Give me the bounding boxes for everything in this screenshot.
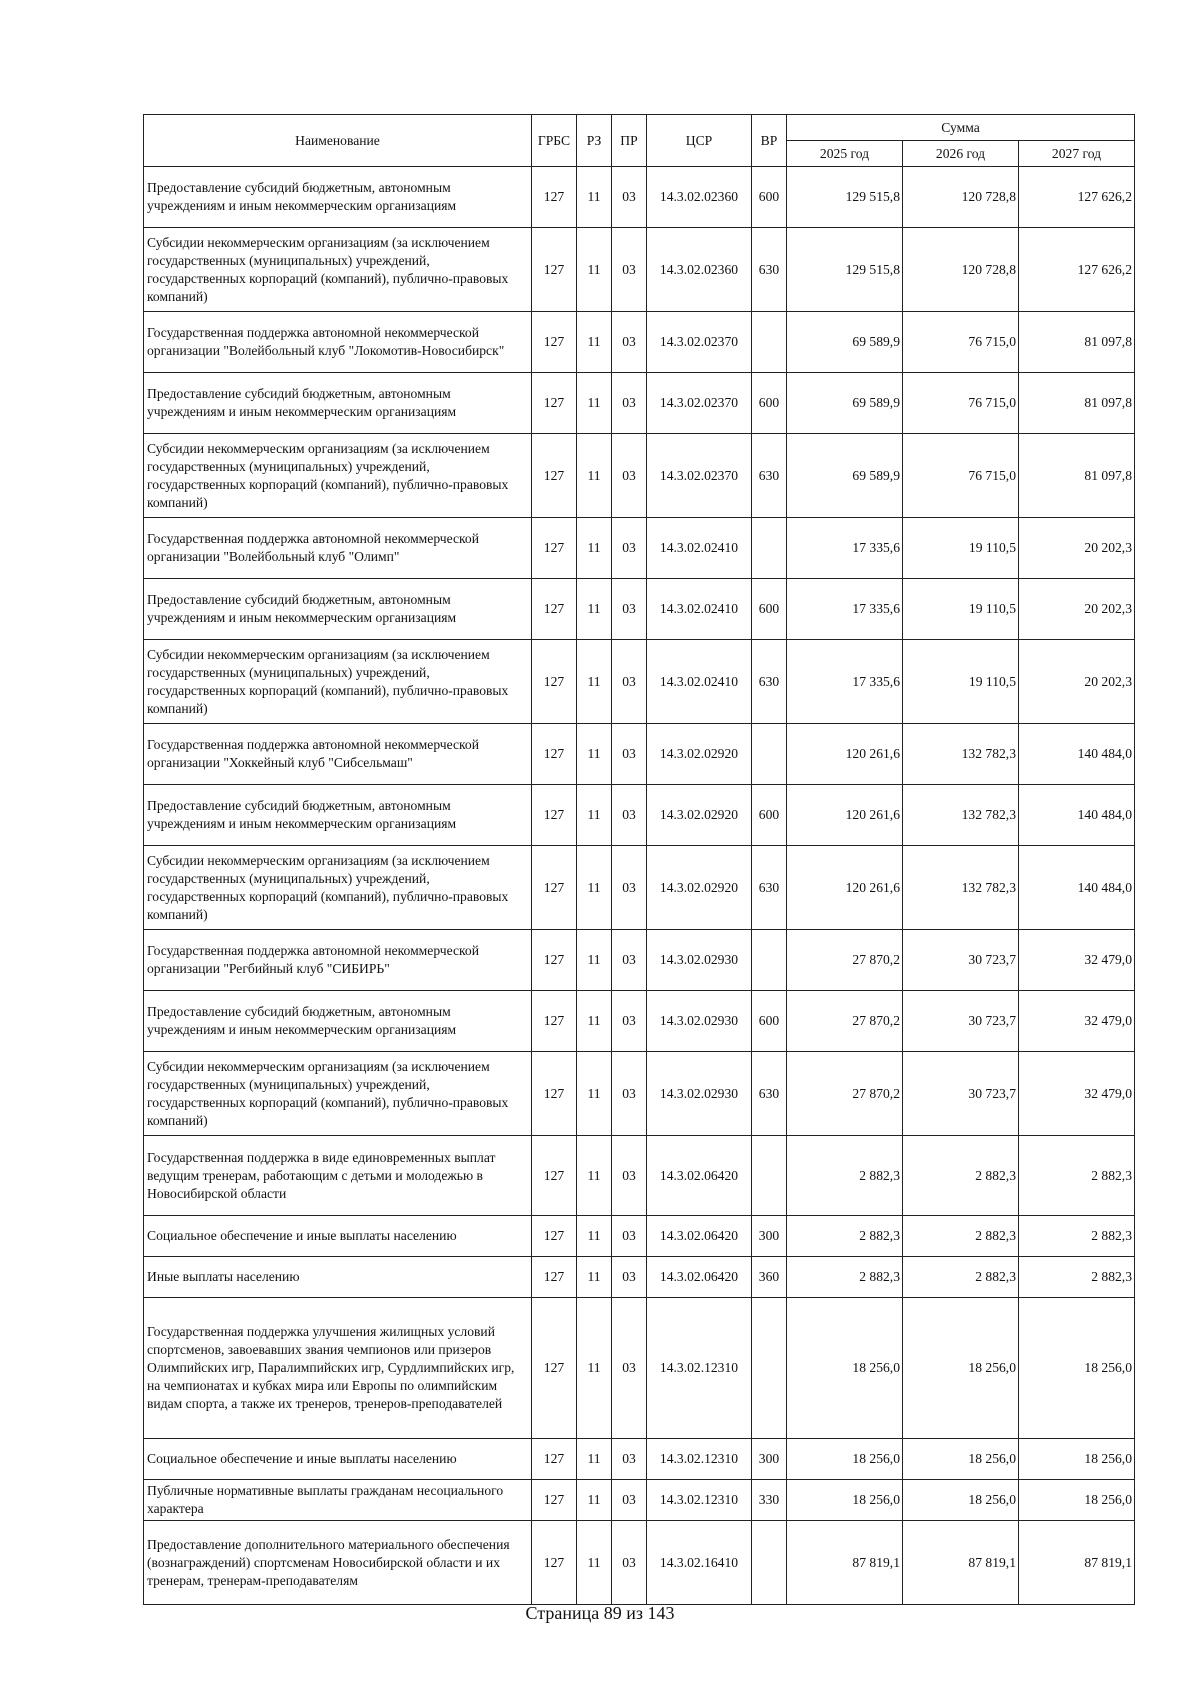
row-rz: 11 <box>577 1216 612 1257</box>
row-pr: 03 <box>612 434 647 518</box>
row-rz: 11 <box>577 167 612 228</box>
table-row <box>144 1521 1135 1605</box>
row-pr: 03 <box>612 724 647 785</box>
row-csr: 14.3.02.02920 <box>647 724 752 785</box>
table-row <box>144 312 1135 373</box>
table-body <box>144 167 1135 1605</box>
row-pr: 03 <box>612 1052 647 1136</box>
row-name: Государственная поддержка автономной некоммерческой организации "Хоккейный клуб "Сибсельмаш" <box>144 724 532 785</box>
row-sum-2026: 18 256,0 <box>903 1480 1019 1521</box>
table-row <box>144 1216 1135 1257</box>
table-row <box>144 1298 1135 1439</box>
table-row <box>144 1052 1135 1136</box>
table-row <box>144 167 1135 228</box>
row-pr: 03 <box>612 518 647 579</box>
row-csr: 14.3.02.06420 <box>647 1257 752 1298</box>
table-row <box>144 991 1135 1052</box>
row-vr: 300 <box>752 1216 787 1257</box>
row-rz: 11 <box>577 434 612 518</box>
header-pr: ПР <box>612 115 647 167</box>
row-sum-2027: 140 484,0 <box>1019 846 1135 930</box>
table-row <box>144 579 1135 640</box>
row-sum-2027: 20 202,3 <box>1019 518 1135 579</box>
row-sum-2026: 87 819,1 <box>903 1521 1019 1605</box>
row-grbs: 127 <box>532 785 577 846</box>
row-name: Предоставление дополнительного материального обеспечения (вознаграждений) спортсменам Новосибирской области и их тренерам, тренерам-преподавателям <box>144 1521 532 1605</box>
row-name: Предоставление субсидий бюджетным, автономным учреждениям и иным некоммерческим организациям <box>144 991 532 1052</box>
row-sum-2025: 27 870,2 <box>787 1052 903 1136</box>
row-csr: 14.3.02.12310 <box>647 1439 752 1480</box>
row-sum-2027: 140 484,0 <box>1019 724 1135 785</box>
row-sum-2025: 27 870,2 <box>787 930 903 991</box>
row-sum-2027: 140 484,0 <box>1019 785 1135 846</box>
row-sum-2027: 81 097,8 <box>1019 373 1135 434</box>
row-sum-2027: 81 097,8 <box>1019 312 1135 373</box>
row-sum-2025: 18 256,0 <box>787 1439 903 1480</box>
row-csr: 14.3.02.02370 <box>647 312 752 373</box>
row-grbs: 127 <box>532 1136 577 1216</box>
row-sum-2025: 120 261,6 <box>787 846 903 930</box>
row-grbs: 127 <box>532 846 577 930</box>
table-row <box>144 1257 1135 1298</box>
header-vr: ВР <box>752 115 787 167</box>
row-vr: 600 <box>752 785 787 846</box>
row-rz: 11 <box>577 930 612 991</box>
row-grbs: 127 <box>532 1521 577 1605</box>
row-vr: 630 <box>752 228 787 312</box>
row-sum-2025: 129 515,8 <box>787 167 903 228</box>
row-sum-2026: 19 110,5 <box>903 640 1019 724</box>
row-rz: 11 <box>577 846 612 930</box>
row-pr: 03 <box>612 785 647 846</box>
row-sum-2027: 32 479,0 <box>1019 991 1135 1052</box>
row-csr: 14.3.02.02920 <box>647 785 752 846</box>
table-row <box>144 228 1135 312</box>
row-grbs: 127 <box>532 1480 577 1521</box>
row-vr <box>752 1136 787 1216</box>
row-csr: 14.3.02.02920 <box>647 846 752 930</box>
row-name: Публичные нормативные выплаты гражданам несоциального характера <box>144 1480 532 1521</box>
row-pr: 03 <box>612 373 647 434</box>
row-vr: 600 <box>752 991 787 1052</box>
row-pr: 03 <box>612 312 647 373</box>
row-rz: 11 <box>577 1257 612 1298</box>
row-vr: 600 <box>752 167 787 228</box>
row-sum-2025: 2 882,3 <box>787 1216 903 1257</box>
row-csr: 14.3.02.02360 <box>647 167 752 228</box>
row-rz: 11 <box>577 1439 612 1480</box>
table-row <box>144 1439 1135 1480</box>
row-name: Социальное обеспечение и иные выплаты населению <box>144 1439 532 1480</box>
row-rz: 11 <box>577 1052 612 1136</box>
row-sum-2026: 18 256,0 <box>903 1439 1019 1480</box>
row-name: Государственная поддержка автономной некоммерческой организации "Волейбольный клуб "Олимп" <box>144 518 532 579</box>
table-row <box>144 640 1135 724</box>
row-sum-2025: 18 256,0 <box>787 1298 903 1439</box>
table-row <box>144 724 1135 785</box>
row-rz: 11 <box>577 228 612 312</box>
row-sum-2026: 120 728,8 <box>903 228 1019 312</box>
row-vr <box>752 312 787 373</box>
row-sum-2025: 27 870,2 <box>787 991 903 1052</box>
row-sum-2026: 132 782,3 <box>903 785 1019 846</box>
row-rz: 11 <box>577 640 612 724</box>
row-sum-2025: 2 882,3 <box>787 1136 903 1216</box>
row-pr: 03 <box>612 846 647 930</box>
row-pr: 03 <box>612 640 647 724</box>
row-name: Государственная поддержка улучшения жилищных условий спортсменов, завоевавших звания чемпионов или призеров Олимпийских игр, Паралимпийских игр, Сурдлимпийских игр, на чемпионатах и кубках мира или Европы по олимпийским видам спорта, а также их тренеров, тренеров-преподавателей <box>144 1298 532 1439</box>
row-sum-2027: 127 626,2 <box>1019 228 1135 312</box>
row-grbs: 127 <box>532 228 577 312</box>
row-name: Предоставление субсидий бюджетным, автономным учреждениям и иным некоммерческим организациям <box>144 167 532 228</box>
table-row <box>144 518 1135 579</box>
table-row <box>144 373 1135 434</box>
row-sum-2027: 20 202,3 <box>1019 579 1135 640</box>
row-rz: 11 <box>577 1521 612 1605</box>
row-sum-2025: 69 589,9 <box>787 373 903 434</box>
row-rz: 11 <box>577 312 612 373</box>
header-year-2027: 2027 год <box>1019 141 1135 167</box>
row-vr <box>752 724 787 785</box>
table-row <box>144 930 1135 991</box>
row-vr <box>752 930 787 991</box>
row-csr: 14.3.02.06420 <box>647 1136 752 1216</box>
row-grbs: 127 <box>532 312 577 373</box>
row-csr: 14.3.02.12310 <box>647 1298 752 1439</box>
row-sum-2027: 2 882,3 <box>1019 1136 1135 1216</box>
row-sum-2027: 18 256,0 <box>1019 1480 1135 1521</box>
row-name: Субсидии некоммерческим организациям (за исключением государственных (муниципальных) учреждений, государственных корпораций (компаний), публично-правовых компаний) <box>144 846 532 930</box>
table-row <box>144 1136 1135 1216</box>
row-sum-2026: 2 882,3 <box>903 1216 1019 1257</box>
row-csr: 14.3.02.02410 <box>647 640 752 724</box>
row-grbs: 127 <box>532 167 577 228</box>
row-sum-2026: 76 715,0 <box>903 312 1019 373</box>
row-csr: 14.3.02.02410 <box>647 579 752 640</box>
row-rz: 11 <box>577 373 612 434</box>
row-vr <box>752 1298 787 1439</box>
row-grbs: 127 <box>532 434 577 518</box>
row-csr: 14.3.02.02930 <box>647 930 752 991</box>
row-pr: 03 <box>612 1216 647 1257</box>
row-pr: 03 <box>612 579 647 640</box>
row-sum-2025: 17 335,6 <box>787 518 903 579</box>
row-name: Субсидии некоммерческим организациям (за исключением государственных (муниципальных) учреждений, государственных корпораций (компаний), публично-правовых компаний) <box>144 640 532 724</box>
row-vr: 630 <box>752 434 787 518</box>
table-row <box>144 434 1135 518</box>
row-sum-2026: 132 782,3 <box>903 846 1019 930</box>
table-row <box>144 785 1135 846</box>
row-sum-2025: 17 335,6 <box>787 640 903 724</box>
row-vr: 360 <box>752 1257 787 1298</box>
row-sum-2026: 76 715,0 <box>903 434 1019 518</box>
row-grbs: 127 <box>532 930 577 991</box>
row-name: Социальное обеспечение и иные выплаты населению <box>144 1216 532 1257</box>
row-grbs: 127 <box>532 1298 577 1439</box>
row-sum-2026: 30 723,7 <box>903 991 1019 1052</box>
row-sum-2025: 87 819,1 <box>787 1521 903 1605</box>
row-grbs: 127 <box>532 1052 577 1136</box>
row-sum-2027: 32 479,0 <box>1019 930 1135 991</box>
row-name: Предоставление субсидий бюджетным, автономным учреждениям и иным некоммерческим организациям <box>144 373 532 434</box>
row-vr: 630 <box>752 846 787 930</box>
row-sum-2026: 19 110,5 <box>903 579 1019 640</box>
row-sum-2027: 81 097,8 <box>1019 434 1135 518</box>
row-sum-2027: 2 882,3 <box>1019 1216 1135 1257</box>
header-name: Наименование <box>144 115 532 167</box>
row-sum-2025: 17 335,6 <box>787 579 903 640</box>
row-grbs: 127 <box>532 991 577 1052</box>
row-sum-2027: 20 202,3 <box>1019 640 1135 724</box>
row-grbs: 127 <box>532 1439 577 1480</box>
row-vr: 330 <box>752 1480 787 1521</box>
row-sum-2026: 2 882,3 <box>903 1257 1019 1298</box>
row-sum-2027: 87 819,1 <box>1019 1521 1135 1605</box>
row-rz: 11 <box>577 518 612 579</box>
row-sum-2026: 76 715,0 <box>903 373 1019 434</box>
row-sum-2025: 69 589,9 <box>787 434 903 518</box>
row-name: Иные выплаты населению <box>144 1257 532 1298</box>
row-sum-2027: 32 479,0 <box>1019 1052 1135 1136</box>
row-csr: 14.3.02.02410 <box>647 518 752 579</box>
table-row <box>144 846 1135 930</box>
row-rz: 11 <box>577 785 612 846</box>
row-rz: 11 <box>577 579 612 640</box>
row-csr: 14.3.02.02370 <box>647 434 752 518</box>
header-rz: РЗ <box>577 115 612 167</box>
row-csr: 14.3.02.02370 <box>647 373 752 434</box>
row-sum-2026: 30 723,7 <box>903 1052 1019 1136</box>
row-name: Субсидии некоммерческим организациям (за исключением государственных (муниципальных) учреждений, государственных корпораций (компаний), публично-правовых компаний) <box>144 1052 532 1136</box>
row-pr: 03 <box>612 930 647 991</box>
row-sum-2026: 18 256,0 <box>903 1298 1019 1439</box>
row-csr: 14.3.02.12310 <box>647 1480 752 1521</box>
header-year-2026: 2026 год <box>903 141 1019 167</box>
header-csr: ЦСР <box>647 115 752 167</box>
row-pr: 03 <box>612 228 647 312</box>
row-sum-2026: 132 782,3 <box>903 724 1019 785</box>
row-sum-2026: 30 723,7 <box>903 930 1019 991</box>
row-rz: 11 <box>577 991 612 1052</box>
row-csr: 14.3.02.06420 <box>647 1216 752 1257</box>
table-header <box>144 115 1135 167</box>
row-rz: 11 <box>577 1480 612 1521</box>
row-sum-2025: 69 589,9 <box>787 312 903 373</box>
row-sum-2025: 18 256,0 <box>787 1480 903 1521</box>
row-grbs: 127 <box>532 518 577 579</box>
row-sum-2027: 2 882,3 <box>1019 1257 1135 1298</box>
row-sum-2026: 2 882,3 <box>903 1136 1019 1216</box>
row-vr: 600 <box>752 579 787 640</box>
row-pr: 03 <box>612 1480 647 1521</box>
row-csr: 14.3.02.02360 <box>647 228 752 312</box>
row-name: Государственная поддержка в виде единовременных выплат ведущим тренерам, работающим с детьми и молодежью в Новосибирской области <box>144 1136 532 1216</box>
row-rz: 11 <box>577 724 612 785</box>
row-csr: 14.3.02.02930 <box>647 1052 752 1136</box>
budget-table <box>143 114 1135 1605</box>
row-sum-2025: 2 882,3 <box>787 1257 903 1298</box>
row-sum-2025: 120 261,6 <box>787 785 903 846</box>
row-name: Предоставление субсидий бюджетным, автономным учреждениям и иным некоммерческим организациям <box>144 785 532 846</box>
row-pr: 03 <box>612 167 647 228</box>
row-pr: 03 <box>612 1136 647 1216</box>
row-grbs: 127 <box>532 1216 577 1257</box>
header-grbs: ГРБС <box>532 115 577 167</box>
row-vr: 630 <box>752 640 787 724</box>
row-grbs: 127 <box>532 579 577 640</box>
row-csr: 14.3.02.02930 <box>647 991 752 1052</box>
row-name: Государственная поддержка автономной некоммерческой организации "Регбийный клуб "СИБИРЬ" <box>144 930 532 991</box>
row-vr: 300 <box>752 1439 787 1480</box>
row-grbs: 127 <box>532 1257 577 1298</box>
row-vr <box>752 518 787 579</box>
table-row <box>144 1480 1135 1521</box>
row-vr: 600 <box>752 373 787 434</box>
row-sum-2026: 19 110,5 <box>903 518 1019 579</box>
row-sum-2027: 127 626,2 <box>1019 167 1135 228</box>
page-number: Страница 89 из 143 <box>525 1603 675 1623</box>
row-name: Субсидии некоммерческим организациям (за исключением государственных (муниципальных) учреждений, государственных корпораций (компаний), публично-правовых компаний) <box>144 434 532 518</box>
row-sum-2027: 18 256,0 <box>1019 1298 1135 1439</box>
row-sum-2025: 120 261,6 <box>787 724 903 785</box>
row-name: Предоставление субсидий бюджетным, автономным учреждениям и иным некоммерческим организациям <box>144 579 532 640</box>
row-grbs: 127 <box>532 373 577 434</box>
row-pr: 03 <box>612 1521 647 1605</box>
row-name: Государственная поддержка автономной некоммерческой организации "Волейбольный клуб "Локомотив-Новосибирск" <box>144 312 532 373</box>
row-rz: 11 <box>577 1298 612 1439</box>
row-vr: 630 <box>752 1052 787 1136</box>
row-grbs: 127 <box>532 724 577 785</box>
row-name: Субсидии некоммерческим организациям (за исключением государственных (муниципальных) учреждений, государственных корпораций (компаний), публично-правовых компаний) <box>144 228 532 312</box>
header-row-main <box>144 115 1135 141</box>
row-rz: 11 <box>577 1136 612 1216</box>
row-pr: 03 <box>612 991 647 1052</box>
row-pr: 03 <box>612 1439 647 1480</box>
row-csr: 14.3.02.16410 <box>647 1521 752 1605</box>
row-vr <box>752 1521 787 1605</box>
row-sum-2026: 120 728,8 <box>903 167 1019 228</box>
header-sum: Сумма <box>787 115 1135 141</box>
row-pr: 03 <box>612 1298 647 1439</box>
row-grbs: 127 <box>532 640 577 724</box>
header-year-2025: 2025 год <box>787 141 903 167</box>
row-pr: 03 <box>612 1257 647 1298</box>
row-sum-2025: 129 515,8 <box>787 228 903 312</box>
row-sum-2027: 18 256,0 <box>1019 1439 1135 1480</box>
